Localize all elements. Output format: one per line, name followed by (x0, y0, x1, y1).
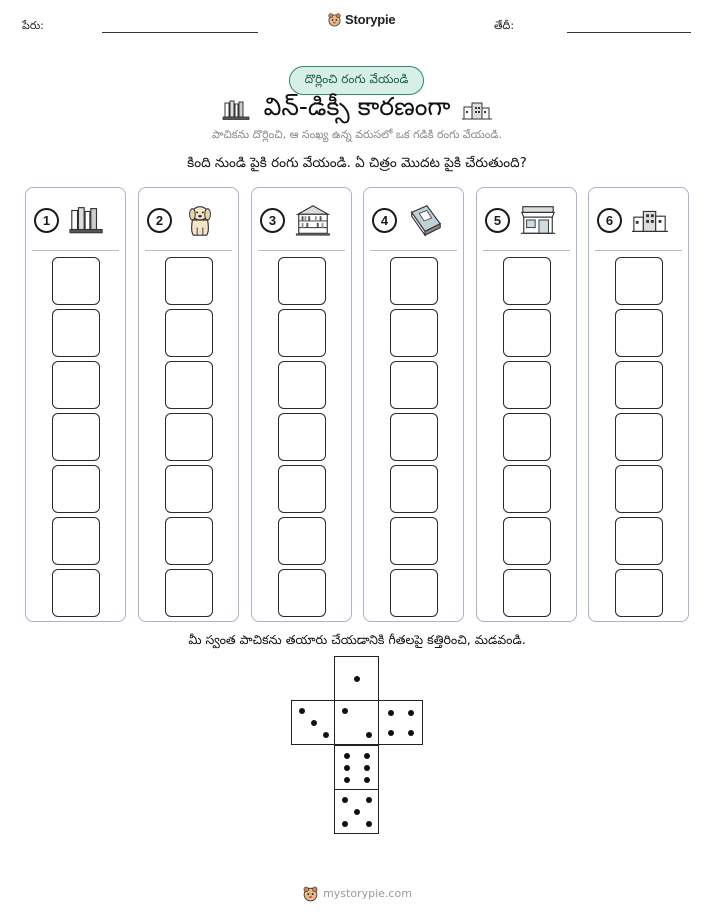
color-cell[interactable] (52, 257, 100, 305)
die-pip (354, 809, 360, 815)
column-number: 3 (260, 208, 285, 233)
color-cell[interactable] (278, 361, 326, 409)
activity-badge: దొర్లించి రంగు వేయండి (289, 66, 424, 95)
title-row (0, 92, 714, 128)
color-cell[interactable] (390, 413, 438, 461)
color-cell[interactable] (52, 309, 100, 357)
color-cell[interactable] (615, 517, 663, 565)
color-cell[interactable] (390, 517, 438, 565)
store-icon (519, 202, 557, 238)
die-pip (408, 710, 414, 716)
die-face-6 (334, 745, 379, 790)
die-pip (408, 730, 414, 736)
die-pip (364, 765, 370, 771)
town-icon (631, 202, 669, 238)
storypie-logo-icon (327, 12, 342, 27)
color-cell[interactable] (165, 465, 213, 513)
die-pip (299, 708, 305, 714)
die-pip (344, 777, 350, 783)
die-pip (344, 753, 350, 759)
color-cell[interactable] (165, 361, 213, 409)
footer-url[interactable]: mystorypie.com (323, 887, 412, 900)
color-cell[interactable] (503, 257, 551, 305)
die-face-4 (378, 700, 423, 745)
color-cell[interactable] (390, 465, 438, 513)
die-pip (354, 676, 360, 682)
brand-name: Storypie (345, 12, 396, 27)
brand (327, 12, 395, 27)
color-cell[interactable] (52, 361, 100, 409)
color-cell[interactable] (165, 569, 213, 617)
color-cell[interactable] (615, 569, 663, 617)
column-3 (251, 187, 352, 622)
column-6 (588, 187, 689, 622)
color-cell[interactable] (503, 517, 551, 565)
column-divider (145, 250, 232, 251)
die-face-5 (334, 789, 379, 834)
storypie-logo-icon (302, 885, 319, 902)
column-4 (363, 187, 464, 622)
column-divider (32, 250, 119, 251)
color-cell[interactable] (165, 517, 213, 565)
column-number: 2 (147, 208, 172, 233)
color-cell[interactable] (390, 569, 438, 617)
column-number: 4 (372, 208, 397, 233)
column-2 (138, 187, 239, 622)
die-pip (342, 821, 348, 827)
column-divider (370, 250, 457, 251)
date-label: తేదీ: (494, 19, 515, 32)
color-cell[interactable] (503, 413, 551, 461)
die-pip (366, 797, 372, 803)
die-pip (364, 753, 370, 759)
color-cell[interactable] (278, 517, 326, 565)
column-1 (25, 187, 126, 622)
color-cell[interactable] (278, 465, 326, 513)
page-title: విన్-డిక్సీ కారణంగా (263, 92, 451, 121)
color-cell[interactable] (615, 413, 663, 461)
die-face-3 (291, 700, 336, 745)
color-cell[interactable] (390, 309, 438, 357)
column-number: 5 (485, 208, 510, 233)
column-divider (258, 250, 345, 251)
color-cell[interactable] (390, 257, 438, 305)
die-pip (364, 777, 370, 783)
color-cell[interactable] (52, 569, 100, 617)
town-icon (462, 99, 492, 121)
die-pip (388, 710, 394, 716)
color-cell[interactable] (278, 569, 326, 617)
die-pip (366, 732, 372, 738)
die-face-1 (334, 656, 379, 701)
color-cell[interactable] (615, 465, 663, 513)
column-number: 1 (34, 208, 59, 233)
color-cell[interactable] (278, 257, 326, 305)
color-cell[interactable] (615, 361, 663, 409)
book-icon (406, 202, 444, 238)
column-divider (595, 250, 682, 251)
color-cell[interactable] (503, 361, 551, 409)
column-5 (476, 187, 577, 622)
footer (0, 885, 714, 902)
color-cell[interactable] (165, 257, 213, 305)
subtitle: పాచికను దొర్లించి, ఆ సంఖ్య ఉన్న వరుసలో ఒక గడికి రంగు వేయండి. (212, 128, 502, 141)
bookshelf-icon (222, 99, 252, 121)
color-cell[interactable] (52, 413, 100, 461)
color-cell[interactable] (503, 569, 551, 617)
die-pip (342, 708, 348, 714)
color-cell[interactable] (278, 413, 326, 461)
column-divider (483, 250, 570, 251)
die-pip (323, 732, 329, 738)
color-cell[interactable] (52, 465, 100, 513)
die-pip (342, 797, 348, 803)
bookshelf-icon (68, 202, 106, 238)
color-cell[interactable] (390, 361, 438, 409)
color-cell[interactable] (278, 309, 326, 357)
color-cell[interactable] (52, 517, 100, 565)
color-cell[interactable] (165, 413, 213, 461)
instruction: కింది నుండి పైకి రంగు వేయండి. ఏ చిత్రం మొదట పైకి చేరుతుంది? (187, 155, 527, 171)
die-pip (366, 821, 372, 827)
color-cell[interactable] (615, 257, 663, 305)
color-cell[interactable] (503, 309, 551, 357)
library-icon (294, 202, 332, 238)
die-face-2 (334, 700, 379, 745)
name-line (102, 32, 258, 33)
die-pip (311, 720, 317, 726)
dog-icon (181, 202, 219, 238)
name-label: పేరు: (22, 19, 44, 32)
color-cell[interactable] (503, 465, 551, 513)
die-pip (344, 765, 350, 771)
date-line (567, 32, 691, 33)
color-cell[interactable] (165, 309, 213, 357)
column-number: 6 (597, 208, 622, 233)
color-cell[interactable] (615, 309, 663, 357)
die-pip (388, 730, 394, 736)
cut-note: మీ స్వంత పాచికను తయారు చేయడానికి గీతలపై కత్తిరించి, మడవండి. (188, 632, 526, 647)
